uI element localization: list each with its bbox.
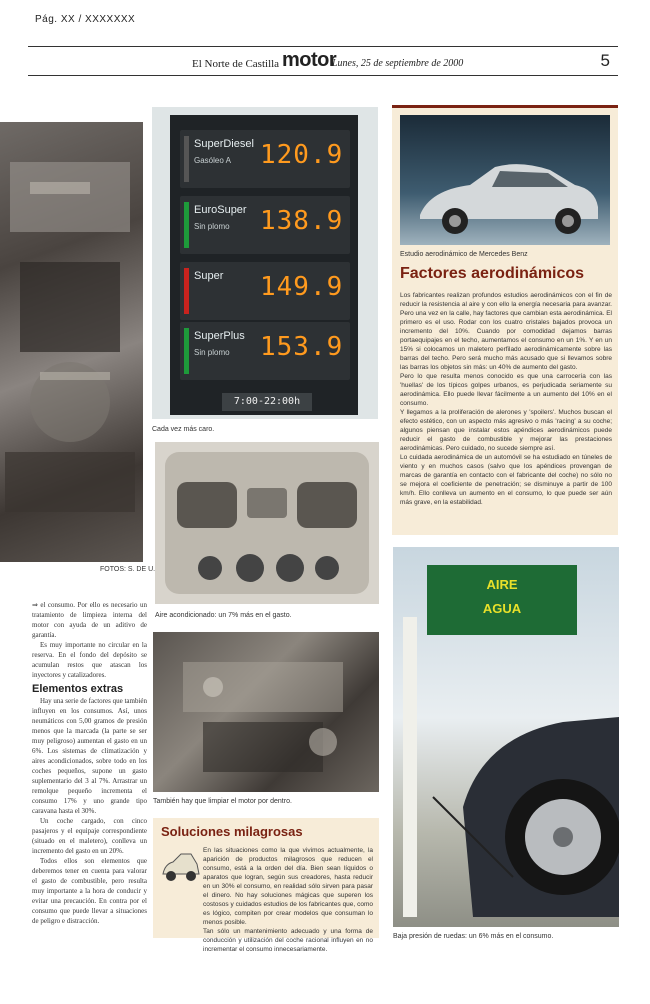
- milagros-title: Soluciones milagrosas: [161, 824, 303, 839]
- aero-sidebar: [392, 105, 618, 535]
- air-vents-photo: [155, 442, 379, 604]
- aero-sidebar-top-rule: [392, 105, 618, 108]
- pump-price: 120.9: [260, 140, 344, 170]
- pump-color-bar: [184, 202, 189, 248]
- pump-color-bar: [184, 268, 189, 314]
- left-paragraph-2: Es muy importante no circular en la reserva. En el fondo del depósito se acumulan restos que atascan los inyectores y catalizadores.: [32, 641, 147, 679]
- vents-caption: Aire acondicionado: un 7% más en el gasto.: [155, 612, 292, 619]
- pump-hours: 7:00-22:00h: [222, 393, 312, 411]
- milagros-text: [203, 846, 373, 954]
- aero-title: Factores aerodinámicos: [400, 265, 585, 282]
- left-paragraph-1: ⇒ el consumo. Por ello es necesario un tratamiento de limpieza interna del motor con ayuda de un aditivo de garantía.: [32, 601, 147, 639]
- station-tyre-photo: [393, 547, 619, 927]
- pump-color-bar: [184, 136, 189, 182]
- left-paragraph-3: Hay una serie de factores que también influyen en los consumos. Así, unos neumáticos con 5,00 gramos de presión menos que la marcada (la parte se ser muy peligroso) aumentan el gasto en un 6%. Los sistemas de climatización y aires acondicionados, sobre todo en los coches pequeños, supone un gasto suplementario del 3 al 7%. Arrastrar un remolque pequeño incrementa el consumo 17% y uno grande tipo caravana hasta el 30%.: [32, 697, 147, 815]
- pump-fuel-label: Super: [194, 270, 224, 282]
- pump-fuel-sub: Sin plomo: [194, 222, 230, 231]
- pump-row-eurosuper: [180, 196, 350, 254]
- aero-paragraph-4: Lo cuidada aerodinámica de un automóvil se ha estudiado en túneles de viento y en muchos casos (salvo que los apéndices provengan de marcas de garantía en contacto con el fabricante del coche) no sólo no se mejora el coeficiente de penetración; se disminuye a partir de 100 km/h. Ello conlleva un aumento en el consumo, lo que puede ser aún más grave, en la estabilidad.: [400, 454, 612, 506]
- header-rule-bottom: [28, 75, 618, 76]
- car-wheel-illustration: [393, 547, 619, 927]
- pump-row-superdiesel: [180, 130, 350, 188]
- aero-paragraph-2: Pero lo que resulta menos conocido es que una carrocería con las 'huellas' de los típicos golpes urbanos, es perjudicada seriamente su aerodinámica. Ello puede llevar fácilmente a un aumento del 10% en el consumo.: [400, 373, 612, 407]
- mercedes-car-illustration: [400, 115, 610, 245]
- pump-row-superplus: [180, 322, 350, 380]
- subhead-elementos-extras: Elementos extras: [32, 683, 124, 695]
- pump-fuel-label: SuperDiesel: [194, 138, 254, 150]
- aero-article: [400, 291, 612, 507]
- left-paragraph-4: Un coche cargado, con cinco pasajeros y el equipaje correspondiente (situado en el maletero), conlleva un incremento del gasto en un 20%.: [32, 817, 147, 855]
- page-tag: Pág. XX / XXXXXXX: [35, 14, 136, 25]
- pump-price: 138.9: [260, 206, 344, 236]
- pump-caption: Cada vez más caro.: [152, 426, 215, 433]
- pump-color-bar: [184, 328, 189, 374]
- newspaper-name: El Norte de Castilla: [192, 58, 280, 70]
- milagros-paragraph-2: Tan sólo un mantenimiento adecuado y una forma de conducción y utilización del coche racional influyen en no incrementar el consumo innecesariamente.: [203, 928, 373, 953]
- pump-price: 153.9: [260, 332, 344, 362]
- dashboard-vents-illustration: [155, 442, 379, 604]
- issue-date: Lunes, 25 de septiembre de 2000: [332, 58, 464, 69]
- aero-car-photo: [400, 115, 610, 245]
- engine-illustration: [0, 122, 143, 562]
- pump-fuel-label: EuroSuper: [194, 204, 247, 216]
- pump-fuel-label: SuperPlus: [194, 330, 245, 342]
- aero-photo-caption: Estudio aerodinámico de Mercedes Benz: [400, 251, 528, 258]
- tyre-caption: Baja presión de ruedas: un 6% más en el consumo.: [393, 933, 554, 940]
- pump-fuel-sub: Sin plomo: [194, 348, 230, 357]
- car-cartoon-icon: [159, 846, 201, 886]
- pump-fuel-sub: Gasóleo A: [194, 156, 231, 165]
- milagros-paragraph-1: En las situaciones como la que vivimos actualmente, la aparición de productos milagrosos que reducen el consumo, está a la orden del día. Bien sean líquidos o aparatos que logran, según sus creadores, hasta reducir en un 30% el consumo, en realidad sólo sirven para pasar el dinero. No hay soluciones mágicas que superen los costosos y cuidados estudios de los fabricantes que, como es lógico, compiten por crear modelos que consuman lo menos posible.: [203, 847, 373, 926]
- section-name: motor: [282, 49, 337, 71]
- aero-paragraph-3: Y llegamos a la proliferación de alerones y 'spoilers'. Muchos buscan el efecto estético, con un aspecto más agresivo o más 'racing' a su coche; algunos piensan que instalar estos apéndices aerodinámicos puede reducir el gasto de combustible y mejorar las prestaciones aerodinámicas. Pero cuidado, no sucede siempre así.: [400, 409, 612, 452]
- aero-paragraph-1: Los fabricantes realizan profundos estudios aerodinámicos con el fin de reducir la resistencia al aire y con ello la energía necesaria para avanzar. Pero una vez en la calle, hay factores que cambian esta aerodinámica. El primero es el uso. Rodar con los cuatro cristales bajados provoca un incremento del 10%. Cuando por comodidad dejamos barras portaequipajes en el techo, aumentamos el consumo en un 1%. Y en un 15% si colocamos un maletero perfilado aerodinámicamente sobre las barras del techo. Pero será mucho más acusado que si llevamos sobre las barras los objetos sin más: un 40% de aumento del gasto.: [400, 292, 612, 371]
- engine-photo-center: [153, 632, 379, 792]
- engine-caption: También hay que limpiar el motor por dentro.: [153, 798, 292, 805]
- photo-credit: FOTOS: S. DE U.: [100, 566, 156, 573]
- page-number: 5: [600, 51, 610, 70]
- milagros-box: [153, 818, 379, 953]
- engine-photo-left: [0, 122, 143, 562]
- engine-block-illustration: [153, 632, 379, 792]
- left-paragraph-5: Todos ellos son elementos que deberemos tener en cuenta para valorar el gasto de combustible, pero resulta muy importante a la hora de conducir y evitar una precaución. En contra por el consumo que puede llevar a situaciones de peligro e distracción.: [32, 857, 147, 925]
- sign-aire: AIRE: [486, 577, 518, 592]
- pump-row-super: [180, 262, 350, 320]
- left-column-article: [32, 600, 147, 940]
- masthead: [180, 51, 620, 73]
- pump-price: 149.9: [260, 272, 344, 302]
- header-rule-top: [28, 46, 618, 47]
- sign-agua: AGUA: [482, 601, 522, 616]
